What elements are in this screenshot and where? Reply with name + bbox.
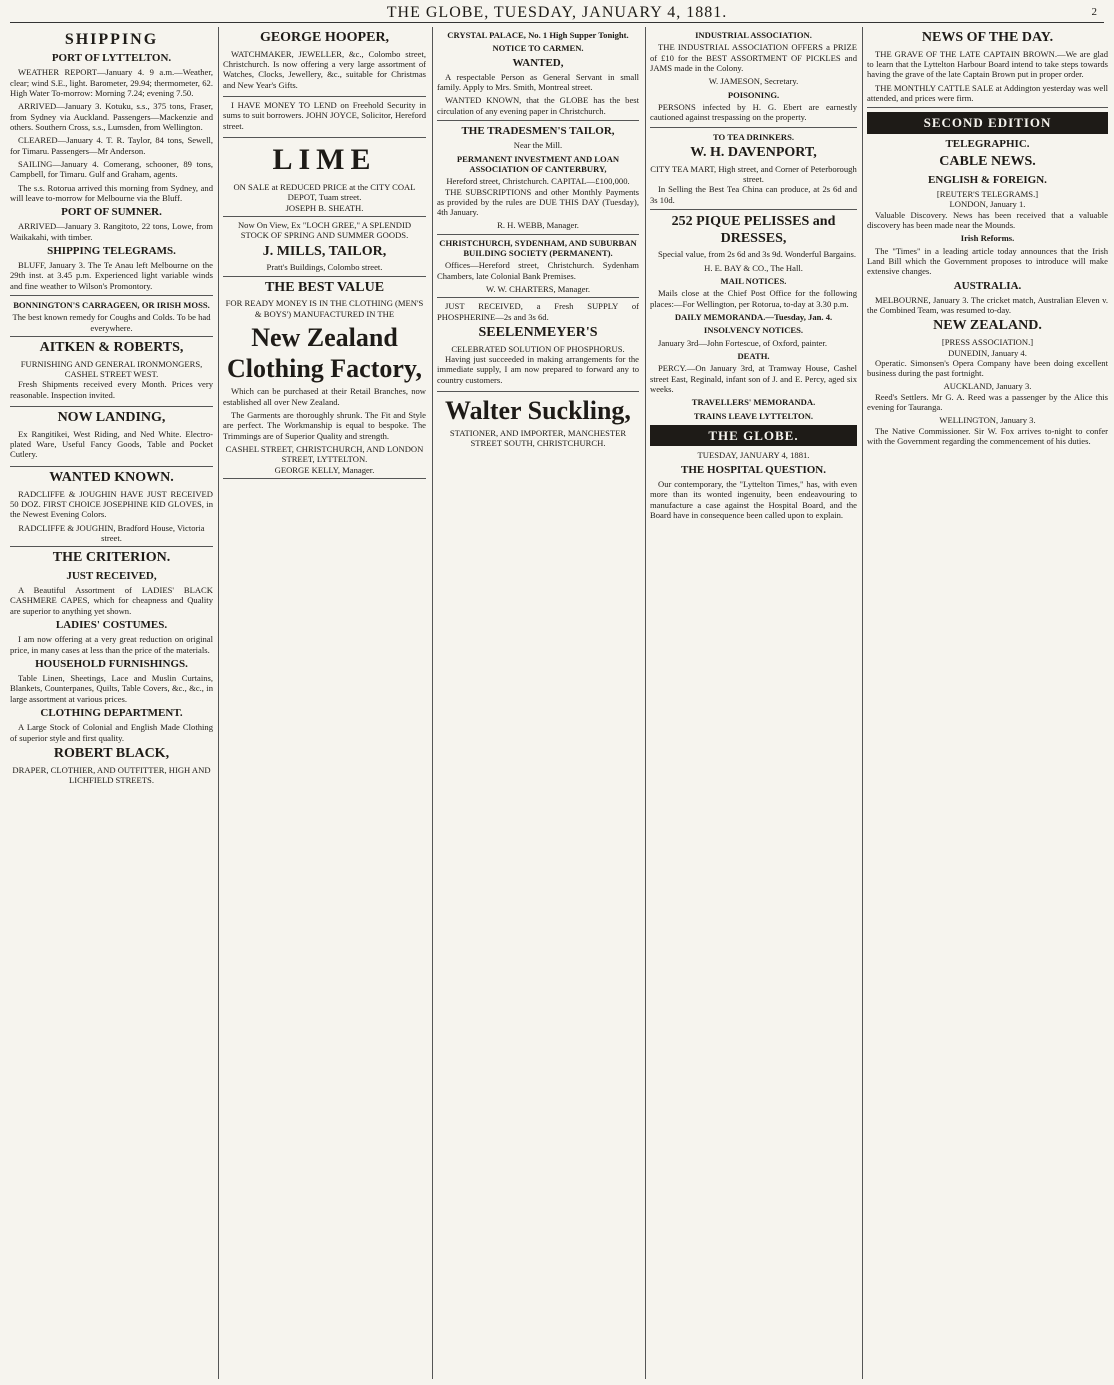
cable-heading: CABLE NEWS. xyxy=(939,154,1036,170)
hooper-text: WATCHMAKER, JEWELLER, &c., Colombo street, Christchurch. Is now offering a very large assortment of Watches, Clocks, Jewellery, &c., suitable for Christmas and New Year's Gifts. xyxy=(223,48,426,90)
wanted-heading: WANTED KNOWN. xyxy=(49,469,174,485)
advance-ad xyxy=(223,100,426,138)
column-1 xyxy=(10,27,213,1379)
telegraphic-heading: TELEGRAPHIC. xyxy=(945,137,1030,150)
radcliffe-signature: RADCLIFFE & JOUGHIN, Bradford House, Victoria street. xyxy=(18,522,205,543)
dunedin-dateline: DUNEDIN, January 4. xyxy=(948,347,1027,358)
nz-factory-heading: New Zealand Clothing Factory, xyxy=(227,323,422,384)
telegrams-text: BLUFF, January 3. The Te Anau left Melbourne on the 29th inst. at 3.45 p.m. Experienced light variable winds and fine weather to Wilson's Promontory. xyxy=(10,260,213,291)
port-heading: PORT OF LYTTELTON. xyxy=(51,52,172,65)
clothing-heading: CLOTHING DEPARTMENT. xyxy=(40,707,183,719)
insolvency-text: January 3rd—John Fortescue, of Oxford, painter. xyxy=(658,337,827,348)
household-text: Table Linen, Sheetings, Lace and Muslin Curtains, Blankets, Counterpanes, Quilts, Table Covers, &c., &c., in large assortment at various prices. xyxy=(10,673,213,704)
lime-text: ON SALE at REDUCED PRICE at the CITY COAL DEPOT, Tuam street. xyxy=(233,181,416,203)
sailing-notice: SAILING—January 4. Comerang, schooner, 89 tons, Campbell, for Timaru. Gulf and Graham, agents. xyxy=(10,158,213,180)
crystal-heading: CRYSTAL PALACE, No. 1 High Supper Tonight. xyxy=(447,30,629,40)
column-4 xyxy=(645,27,857,1379)
insolvency-heading: INSOLVENCY NOTICES. xyxy=(703,325,804,336)
mills-ad xyxy=(223,220,426,277)
telegrams-heading: SHIPPING TELEGRAMS. xyxy=(47,244,176,257)
received-text: A Beautiful Assortment of LADIES' BLACK CASHMERE CAPES, which for cheapness and Quality are superior to anything yet shown. xyxy=(10,585,213,616)
permanent-ad xyxy=(437,154,639,235)
pique-signature: H. E. BAY & CO., The Hall. xyxy=(704,262,803,273)
column-5 xyxy=(862,27,1108,1379)
advance-text: I HAVE MONEY TO LEND on Freehold Security in sums to suit borrowers. JOHN JOYCE, Solicitor, Hereford street. xyxy=(223,100,426,131)
memoranda-heading: DAILY MEMORANDA.—Tuesday, Jan. 4. xyxy=(674,312,833,323)
poison-text: PERSONS infected by H. G. Ebert are earnestly cautioned against trespassing on the property. xyxy=(650,101,857,123)
hospital-question-heading: THE HOSPITAL QUESTION. xyxy=(681,463,826,476)
suckling-sub: STATIONER, AND IMPORTER, MANCHESTER STREET SOUTH, CHRISTCHURCH. xyxy=(449,428,627,449)
weather-report: WEATHER REPORT—January 4. 9 a.m.—Weather, clear; wind S.E., light. Barometer, 29.94; thermometer, 62. High Water To-morrow: Morning 7.24; evening 7.50. xyxy=(10,67,213,98)
aitken-heading: AITKEN & ROBERTS, xyxy=(39,340,184,355)
davenport-text: In Selling the Best Tea China can produce, at 2s 6d and 3s 10d. xyxy=(650,184,857,205)
permanent-signature: R. H. WEBB, Manager. xyxy=(497,220,579,231)
now-on-view: Now On View, Ex "LOCH GREE," A SPLENDID STOCK OF SPRING AND SUMMER GOODS. xyxy=(237,219,412,241)
masthead xyxy=(10,4,1104,23)
news-heading: NEWS OF THE DAY. xyxy=(921,30,1054,45)
auckland-text: Reed's Settlers. Mr G. A. Reed was a passenger by the Alice this evening for Tauranga. xyxy=(867,391,1108,413)
second-edition-banner: SECOND EDITION xyxy=(867,112,1108,134)
industrial-heading: INDUSTRIAL ASSOCIATION. xyxy=(695,30,812,40)
arrived-notice: ARRIVED—January 3. Kotuku, s.s., 375 tons, Fraser, from Sydney via Auckland. Passengers—Mackenzie and others. Southern Cross, s.s., Lumsden, from Wellington. xyxy=(10,101,213,132)
pique-text: Special value, from 2s 6d and 3s 9d. Wonderful Bargains. xyxy=(658,249,857,260)
london-dateline: LONDON, January 1. xyxy=(949,199,1026,210)
robert-black-sub: DRAPER, CLOTHIER, AND OUTFITTER, HIGH AND LICHFIELD STREETS. xyxy=(12,764,211,785)
cable-text: Valuable Discovery. News has been received that a valuable discovery has been made near the Mounds. xyxy=(867,209,1108,231)
irish-heading: Irish Reforms. xyxy=(960,233,1015,244)
seelenmeyer-heading: SEELENMEYER'S xyxy=(478,324,598,340)
best-value-heading: THE BEST VALUE xyxy=(264,279,385,295)
landing-ad xyxy=(10,410,213,467)
criterion-heading: THE CRITERION. xyxy=(52,550,171,566)
new-zealand-heading: NEW ZEALAND. xyxy=(933,318,1042,334)
death-heading: DEATH. xyxy=(737,350,770,361)
monthly-text: THE MONTHLY CATTLE SALE at Addington yesterday was well attended, and prices were firm. xyxy=(867,82,1108,104)
masthead-title: THE GLOBE, TUESDAY, JANUARY 4, 1881. xyxy=(386,4,728,21)
divider xyxy=(650,209,857,210)
wellington-dateline: WELLINGTON, January 3. xyxy=(939,415,1036,426)
irish-text: The "Times" in a leading article today announces that the Irish Land Bill which the Government proposes to introduce will make extensive changes. xyxy=(867,245,1108,277)
landing-text: Ex Rangitikei, West Riding, and Ned White. Electro-plated Ware, Useful Fancy Goods, Table and Pocket Cutlery. xyxy=(10,428,213,460)
lime-heading: LIME xyxy=(272,142,377,176)
suburban-signature: W. W. CHARTERS, Manager. xyxy=(486,284,590,294)
davenport-sub: CITY TEA MART, High street, and Corner of Peterborough street. xyxy=(650,163,857,184)
divider xyxy=(437,120,639,121)
best-value-sub: FOR READY MONEY IS IN THE CLOTHING (MEN'S & BOYS') MANUFACTURED IN THE xyxy=(225,298,424,319)
poison-heading: POISONING. xyxy=(727,89,780,100)
tea-heading: TO TEA DRINKERS. xyxy=(712,131,795,142)
sumner-heading: PORT OF SUMNER. xyxy=(61,206,162,219)
auckland-dateline: AUCKLAND, January 3. xyxy=(943,381,1032,392)
hospital-question-text: Our contemporary, the "Lyttelton Times," has, with even more than its wonted ingenuity, been endeavouring to manufacture a case against the Hospital Board, and the Board have in consequence been called upon to explain. xyxy=(650,478,857,520)
column-2 xyxy=(218,27,426,1379)
trains-heading: TRAINS LEAVE LYTTELTON. xyxy=(693,410,814,421)
clothing-factory-ad xyxy=(223,280,426,479)
household-heading: HOUSEHOLD FURNISHINGS. xyxy=(35,657,188,670)
shipping-note: The s.s. Rotorua arrived this morning from Sydney, and will leave to-morrow for Melbourne via the Bluff. xyxy=(10,182,213,203)
divider xyxy=(650,127,857,128)
robert-black-heading: ROBERT BLACK, xyxy=(53,745,170,761)
ladies-heading: LADIES' COSTUMES. xyxy=(55,619,168,632)
bonnington-text: The best known remedy for Coughs and Colds. To be had everywhere. xyxy=(12,312,211,333)
sumner-text: ARRIVED—January 3. Rangitoto, 22 tons, Lowe, from Waikakahi, with timber. xyxy=(10,221,213,242)
wellington-text: The Native Commissioner. Sir W. Fox arrives to-night to confer with the Government regarding the commencement of his duties. xyxy=(867,425,1108,447)
nz-factory-lines: CASHEL STREET, CHRISTCHURCH, AND LONDON STREET, LYTTELTON. xyxy=(225,444,424,465)
mail-heading: MAIL NOTICES. xyxy=(720,276,787,287)
aitken-text: Fresh Shipments received every Month. Prices very reasonable. Inspection invited. xyxy=(10,379,213,400)
news-text: THE GRAVE OF THE LATE CAPTAIN BROWN.—We are glad to learn that the Lyttelton Harbour Board intend to take steps towards having the grave of the late Captain Brown put in proper order. xyxy=(867,48,1108,80)
industrial-signature: W. JAMESON, Secretary. xyxy=(708,76,799,87)
clothing-text: A Large Stock of Colonial and English Made Clothing of superior style and first quality. xyxy=(10,722,213,743)
wanted-text: A respectable Person as General Servant in small family. Apply to Mrs. Smith, Montreal street. xyxy=(437,71,639,93)
bonnington-ad xyxy=(10,300,213,337)
page-number: 2 xyxy=(1091,6,1098,18)
cleared-notice: CLEARED—January 4. T. R. Taylor, 84 tons, Sewell, for Timaru. Passengers—Mr Anderson. xyxy=(10,135,213,156)
nz-factory-text: Which can be purchased at their Retail Branches, now established all over New Zealand. xyxy=(223,386,426,407)
lime-ad xyxy=(223,142,426,217)
wanted-heading: WANTED, xyxy=(512,56,564,69)
death-text: PERCY.—On January 3rd, at Tramway House, Cashel street East, Reginald, infant son of J. and E. Percy, aged six weeks. xyxy=(650,363,857,394)
shipping-heading: SHIPPING xyxy=(64,31,159,48)
seelenmeyer-ad xyxy=(437,301,639,392)
divider xyxy=(10,295,213,296)
received-text: JUST RECEIVED, a Fresh SUPPLY of PHOSPHERINE—2s and 3s 6d. xyxy=(437,301,639,322)
press-association: [PRESS ASSOCIATION.] xyxy=(941,337,1034,348)
column-3 xyxy=(432,27,639,1379)
travellers-heading: TRAVELLERS' MEMORANDA. xyxy=(691,397,816,408)
lime-signature: JOSEPH B. SHEATH. xyxy=(285,202,364,213)
tailor-heading: THE TRADESMEN'S TAILOR, xyxy=(461,125,615,138)
bonnington-heading: BONNINGTON'S CARRAGEEN, OR IRISH MOSS. xyxy=(13,300,210,311)
nz-factory-signature: GEORGE KELLY, Manager. xyxy=(274,464,375,475)
suburban-ad xyxy=(437,238,639,299)
ladies-text: I am now offering at a very great reduction on original price, in many cases at less than the price of the materials. xyxy=(10,634,213,655)
suburban-text: Offices—Hereford street, Christchurch. Sydenham Chambers, late Colonial Bank Premises. xyxy=(437,260,639,281)
davenport-heading: W. H. DAVENPORT, xyxy=(690,144,817,160)
dunedin-text: Operatic. Simonsen's Opera Company have been doing excellent business during the past fortnight. xyxy=(867,357,1108,379)
nz-factory-points: The Garments are thoroughly shrunk. The Fit and Style are perfect. The Workmanship is equal to bespoke. The Trimmings are of Superior Quality and strength. xyxy=(223,410,426,441)
hooper-ad xyxy=(223,30,426,97)
mills-sub: Pratt's Buildings, Colombo street. xyxy=(266,262,383,273)
australia-heading: AUSTRALIA. xyxy=(953,279,1022,292)
permanent-text: THE SUBSCRIPTIONS and other Monthly Payments as provided by the rules are DUE THIS DAY (Tuesday), 4th January. xyxy=(437,186,639,218)
seelenmeyer-text: Having just succeeded in making arrangements for the immediate supply, I am now prepared to forward any to country customers. xyxy=(437,354,639,385)
industrial-text: THE INDUSTRIAL ASSOCIATION OFFERS a PRIZE of £10 for the BEST ASSORTMENT OF PICKLES and JAMS made in the Colony. xyxy=(650,42,857,73)
globe-banner: THE GLOBE. xyxy=(650,425,857,447)
landing-heading: NOW LANDING, xyxy=(57,410,166,426)
melbourne-text: MELBOURNE, January 3. The cricket match, Australian Eleven v. the Combined Team, was resumed to-day. xyxy=(867,294,1108,316)
wanted-known-text: WANTED KNOWN, that the GLOBE has the best circulation of any evening paper in Christchurch. xyxy=(437,95,639,116)
received-heading: JUST RECEIVED, xyxy=(66,569,157,582)
aitken-ad xyxy=(10,340,213,407)
permanent-heading: PERMANENT INVESTMENT AND LOAN ASSOCIATION OF CANTERBURY, xyxy=(456,153,620,174)
cable-sub: ENGLISH & FOREIGN. xyxy=(928,173,1047,186)
seelenmeyer-sub: CELEBRATED SOLUTION OF PHOSPHORUS. xyxy=(451,343,625,354)
suckling-heading: Walter Suckling, xyxy=(445,395,631,425)
mail-text: Mails close at the Chief Post Office for the following places:—For Wellington, per Rotorua, to-day at 3.30 p.m. xyxy=(650,288,857,309)
suburban-heading: CHRISTCHURCH, SYDENHAM, AND SUBURBAN BUILDING SOCIETY (PERMANENT). xyxy=(439,237,637,259)
notice-heading: NOTICE TO CARMEN. xyxy=(492,43,584,54)
pique-heading: 252 PIQUE PELISSES and DRESSES, xyxy=(671,213,836,246)
divider xyxy=(867,107,1108,108)
globe-date: TUESDAY, JANUARY 4, 1881. xyxy=(697,450,810,461)
aitken-sub: FURNISHING AND GENERAL IRONMONGERS, CASHEL STREET WEST. xyxy=(20,358,203,380)
radcliffe-text: RADCLIFFE & JOUGHIN HAVE JUST RECEIVED 50 DOZ. FIRST CHOICE JOSEPHINE KID GLOVES, in the Newest Evening Colors. xyxy=(10,488,213,520)
radcliffe-ad xyxy=(10,470,213,547)
reuter-line: [REUTER'S TELEGRAMS.] xyxy=(936,189,1039,200)
tailor-sub: Near the Mill. xyxy=(513,140,563,151)
mills-heading: J. MILLS, TAILOR, xyxy=(262,243,387,259)
permanent-sub: Hereford street, Christchurch. CAPITAL—£100,000. xyxy=(446,176,630,187)
hooper-heading: GEORGE HOOPER, xyxy=(259,30,390,45)
